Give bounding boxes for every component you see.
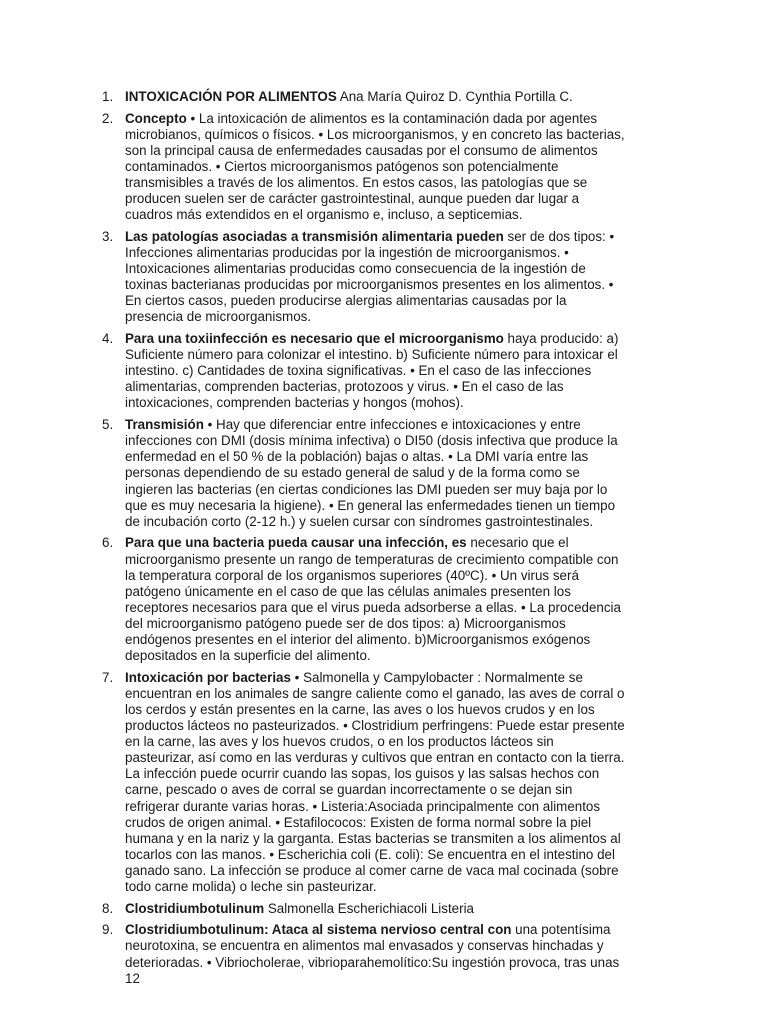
item-number: 1. [102,89,114,104]
item-number: 9. [102,922,114,938]
item-text: • Hay que diferenciar entre infecciones e intoxicaciones y entre infecciones con DMI (dosis mínima infectiva) o DI50 (dosis infectiva que produce la enfermedad en el 50 % de la población) bajas o altas. • La DMI varía entre las personas dependiendo de su estado general de salud y de la forma como se ingieren las bacterias (en ciertas condiciones las DMI pueden ser muy baja por lo que es muy necesaria la higiene). • En general las enfermedades tienen un tiempo de incubación corto (2-12 h.) y suelen cursar con síndromes gastrointestinales. [125,417,618,529]
item-text: • La intoxicación de alimentos es la contaminación dada por agentes microbianos, químicos o físicos. • Los microorganismos, y en concreto las bacterias, son la principal causa de enfermedades causadas por el consumo de alimentos contaminados. • Ciertos microorganismos patógenos son potencialmente transmisibles a través de los alimentos. En estos casos, las patologías que se producen suelen ser de carácter gastrointestinal, aunque pueden dar lugar a cuadros más extendidos en el organismo e, incluso, a septicemias. [125,110,625,223]
list-item-4 [0,331,625,411]
item-heading: Para una toxiinfección es necesario que el microorganismo [125,331,504,347]
item-text: Ana María Quiroz D. Cynthia Portilla C. [336,89,573,104]
item-number: 7. [102,669,114,685]
item-heading: INTOXICACIÓN POR ALIMENTOS [125,89,337,104]
list-item-3 [0,229,625,326]
list-item-7 [0,670,625,895]
item-heading: Concepto [125,110,187,126]
item-heading: Para que una bacteria pueda causar una infección, es [125,535,467,551]
item-heading: Las patologías asociadas a transmisión alimentaria pueden [125,228,504,244]
list-item-1 [0,89,625,105]
item-number: 6. [102,535,114,551]
list-item-9 [0,922,625,986]
item-text: necesario que el microorganismo presente un rango de temperaturas de crecimiento compatible con la temperatura corporal de los organismos superiores (40ºC). • Un virus será patógeno únicamente en el caso de que las células animales presenten los receptores necesarios para que el virus pueda adsorberse a ellas. • La procedencia del microorganismo patógeno puede ser de dos tipos: a) Microorganismos endógenos presentes en el interior del alimento. b)Microorganismos exógenos depositados en la superficie del alimento. [125,535,621,664]
item-number: 5. [102,417,114,433]
item-text: ser de dos tipos: • Infecciones alimentarias producidas por la ingestión de microorganismos. • Intoxicaciones alimentarias producidas como consecuencia de la ingestión de toxinas bacterianas producidas por microorganismos presentes en los alimentos. • En ciertos casos, pueden producirse alergias alimentarias causadas por la presencia de microorganismos. [125,228,615,325]
item-heading: Clostridiumbotulinum [125,900,265,916]
item-number: 3. [102,228,114,244]
item-text: haya producido: a) Suficiente número para colonizar el intestino. b) Suficiente número para intoxicar el intestino. c) Cantidades de toxina significativas. • En el caso de las infecciones alimentarias, comprenden bacterias, protozoos y virus. • En el caso de las intoxicaciones, comprenden bacterias y hongos (mohos). [125,331,619,411]
item-text: Salmonella Escherichiacoli Listeria [264,900,474,916]
item-number: 4. [102,331,114,347]
item-heading: Transmisión [125,417,204,433]
item-text: una potentísima neurotoxina, se encuentra en alimentos mal envasados y conservas hinchadas y deterioradas. • Vibriocholerae, vibrioparahemolítico:Su ingestión provoca, tras unas 12 [125,922,620,986]
list-item-8 [0,901,625,917]
list-item-5 [0,417,625,530]
item-number: 8. [102,900,114,916]
list-item-2 [0,111,625,224]
item-number: 2. [102,110,114,126]
item-text: • Salmonella y Campylobacter : Normalmente se encuentran en los animales de sangre caliente como el ganado, las aves de corral o los cerdos y están presentes en la carne, las aves o los huevos crudos y en los productos lácteos no pasteurizados. • Clostridium perfringens: Puede estar presente en la carne, las aves y los huevos crudos, o en los productos lácteos sin pasteurizar, así como en las verduras y cultivos que entran en contacto con la tierra. La infección puede ocurrir cuando las sopas, los guisos y las salsas hechos con carne, pescado o aves de corral se guardan incorrectamente o se dejan sin refrigerar durante varias horas. • Listeria:Asociada principalmente con alimentos crudos de origen animal. • Estafilococos: Existen de forma normal sobre la piel humana y en la nariz y la garganta. Estas bacterias se transmiten a los alimentos al tocarlos con las manos. • Escherichia coli (E. coli): Se encuentra en el intestino del ganado sano. La infección se produce al comer carne de vaca mal cocinada (sobre todo carne molida) o leche sin pasteurizar. [125,669,625,894]
numbered-list [0,89,768,992]
item-heading: Intoxicación por bacterias [125,669,291,685]
list-item-6 [0,535,625,664]
item-heading: Clostridiumbotulinum: Ataca al sistema nervioso central con [125,922,512,938]
